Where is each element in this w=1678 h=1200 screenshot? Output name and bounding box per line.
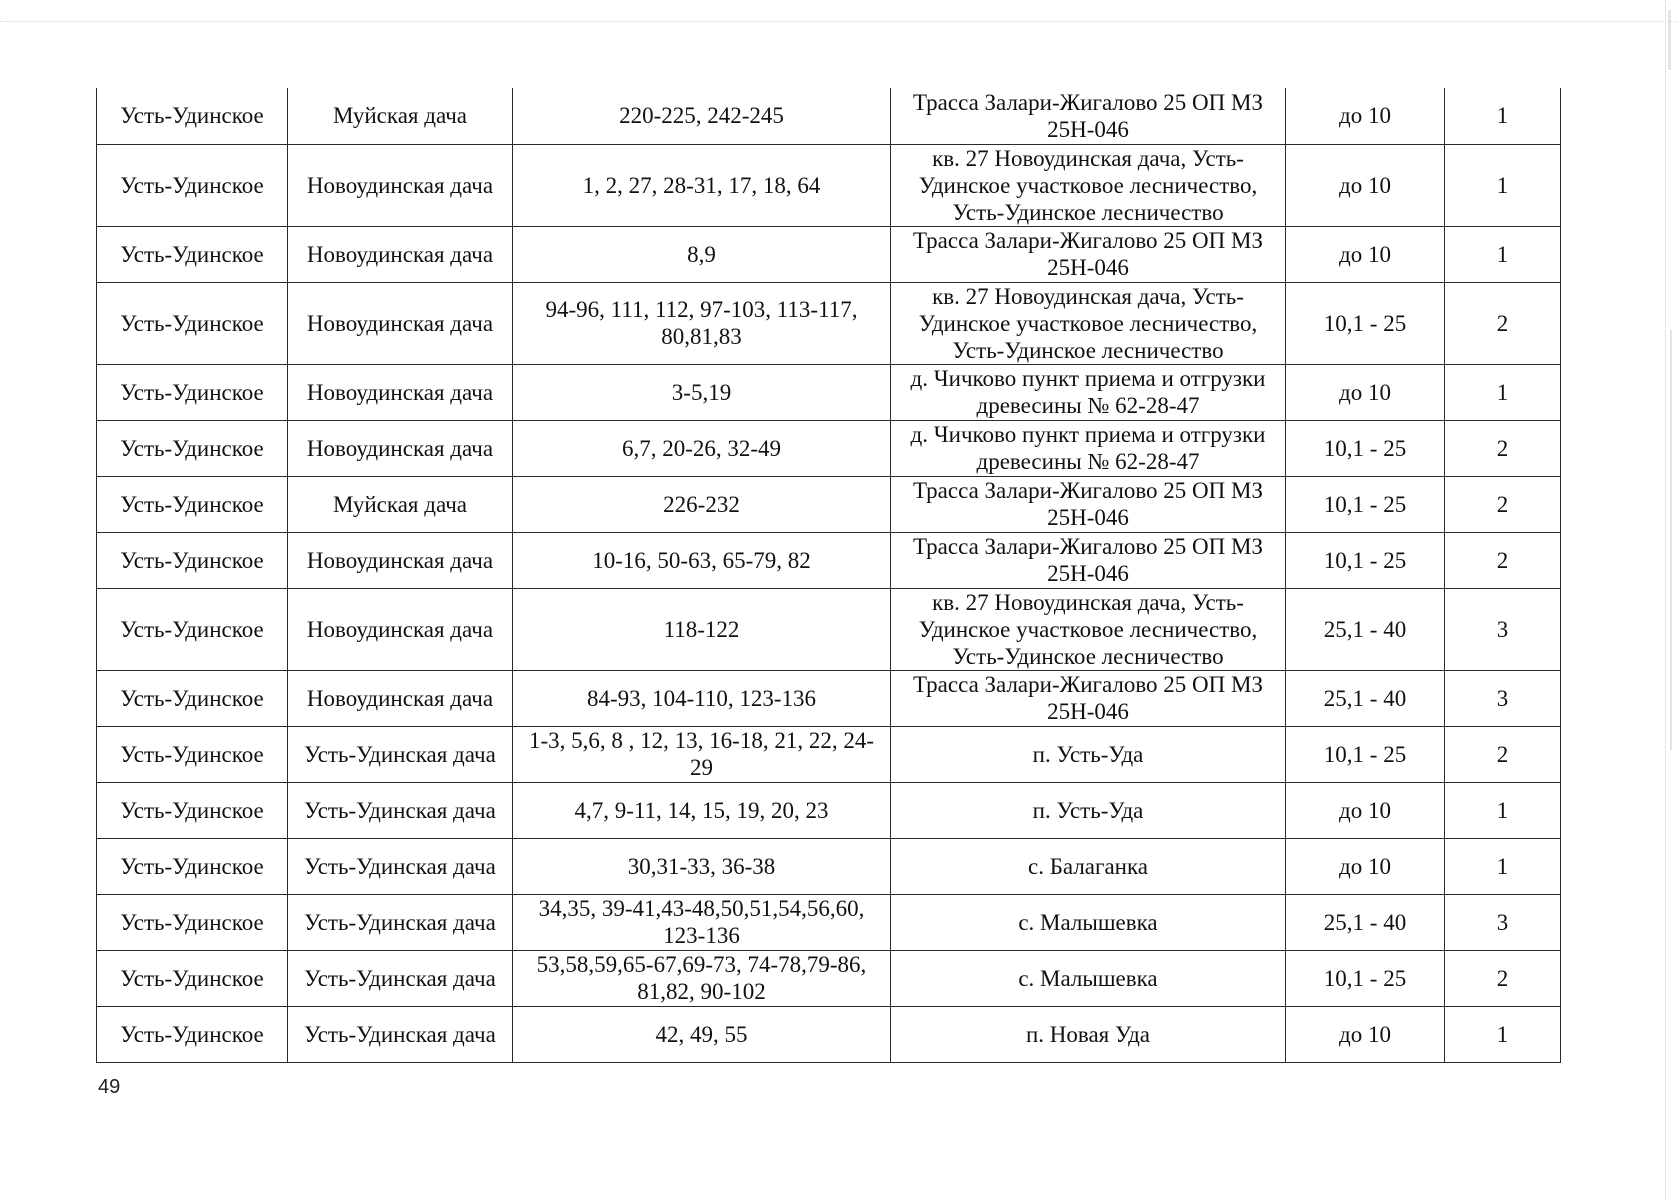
table-row <box>97 420 1561 476</box>
quarters-cell: 220-225, 242-245 <box>513 88 891 144</box>
class-cell: 2 <box>1445 726 1561 782</box>
quarters-cell: 1-3, 5,6, 8 , 12, 13, 16-18, 21, 22, 24-29 <box>513 726 891 782</box>
location-cell: Трасса Залари-Жигалово 25 ОП МЗ 25Н-046 <box>891 670 1286 726</box>
scan-mark <box>1668 10 1671 70</box>
table-row <box>97 670 1561 726</box>
table-row <box>97 838 1561 894</box>
dacha-cell: Усть-Удинская дача <box>288 1006 513 1062</box>
district-cell: Усть-Удинское <box>97 226 288 282</box>
class-cell: 2 <box>1445 420 1561 476</box>
quarters-cell: 226-232 <box>513 476 891 532</box>
location-cell: с. Балаганка <box>891 838 1286 894</box>
distance-cell: 10,1 - 25 <box>1286 476 1445 532</box>
quarters-cell: 8,9 <box>513 226 891 282</box>
distance-cell: 10,1 - 25 <box>1286 282 1445 364</box>
table-row <box>97 144 1561 226</box>
location-cell: п. Усть-Уда <box>891 782 1286 838</box>
table-row <box>97 588 1561 670</box>
location-cell: д. Чичково пункт приема и отгрузки древесины № 62-28-47 <box>891 364 1286 420</box>
location-cell: Трасса Залари-Жигалово 25 ОП МЗ 25Н-046 <box>891 226 1286 282</box>
table-row <box>97 88 1561 144</box>
page-edge-top <box>0 21 1678 22</box>
class-cell: 1 <box>1445 1006 1561 1062</box>
distance-cell: 25,1 - 40 <box>1286 670 1445 726</box>
dacha-cell: Новоудинская дача <box>288 532 513 588</box>
table-row <box>97 364 1561 420</box>
dacha-cell: Усть-Удинская дача <box>288 838 513 894</box>
district-cell: Усть-Удинское <box>97 950 288 1006</box>
distance-cell: до 10 <box>1286 364 1445 420</box>
class-cell: 2 <box>1445 532 1561 588</box>
district-cell: Усть-Удинское <box>97 1006 288 1062</box>
class-cell: 3 <box>1445 894 1561 950</box>
distance-cell: до 10 <box>1286 782 1445 838</box>
location-cell: п. Новая Уда <box>891 1006 1286 1062</box>
district-cell: Усть-Удинское <box>97 838 288 894</box>
district-cell: Усть-Удинское <box>97 588 288 670</box>
data-table <box>96 88 1561 1063</box>
table-row <box>97 532 1561 588</box>
distance-cell: 25,1 - 40 <box>1286 588 1445 670</box>
class-cell: 1 <box>1445 364 1561 420</box>
table-row <box>97 1006 1561 1062</box>
quarters-cell: 42, 49, 55 <box>513 1006 891 1062</box>
district-cell: Усть-Удинское <box>97 364 288 420</box>
table-row <box>97 726 1561 782</box>
class-cell: 1 <box>1445 226 1561 282</box>
district-cell: Усть-Удинское <box>97 782 288 838</box>
quarters-cell: 6,7, 20-26, 32-49 <box>513 420 891 476</box>
class-cell: 1 <box>1445 144 1561 226</box>
table-row <box>97 282 1561 364</box>
dacha-cell: Новоудинская дача <box>288 144 513 226</box>
district-cell: Усть-Удинское <box>97 670 288 726</box>
dacha-cell: Новоудинская дача <box>288 226 513 282</box>
district-cell: Усть-Удинское <box>97 282 288 364</box>
district-cell: Усть-Удинское <box>97 726 288 782</box>
location-cell: п. Усть-Уда <box>891 726 1286 782</box>
dacha-cell: Усть-Удинская дача <box>288 894 513 950</box>
quarters-cell: 84-93, 104-110, 123-136 <box>513 670 891 726</box>
dacha-cell: Новоудинская дача <box>288 588 513 670</box>
distance-cell: до 10 <box>1286 1006 1445 1062</box>
class-cell: 1 <box>1445 838 1561 894</box>
district-cell: Усть-Удинское <box>97 88 288 144</box>
quarters-cell: 3-5,19 <box>513 364 891 420</box>
page-number: 49 <box>98 1076 121 1098</box>
location-cell: Трасса Залари-Жигалово 25 ОП МЗ 25Н-046 <box>891 88 1286 144</box>
location-cell: кв. 27 Новоудинская дача, Усть-Удинское участковое лесничество, Усть-Удинское лесничество <box>891 144 1286 226</box>
quarters-cell: 94-96, 111, 112, 97-103, 113-117, 80,81,83 <box>513 282 891 364</box>
distance-cell: 10,1 - 25 <box>1286 532 1445 588</box>
location-cell: кв. 27 Новоудинская дача, Усть-Удинское участковое лесничество, Усть-Удинское лесничество <box>891 282 1286 364</box>
distance-cell: до 10 <box>1286 144 1445 226</box>
distance-cell: 10,1 - 25 <box>1286 420 1445 476</box>
district-cell: Усть-Удинское <box>97 476 288 532</box>
dacha-cell: Новоудинская дача <box>288 420 513 476</box>
location-cell: с. Малышевка <box>891 894 1286 950</box>
location-cell: кв. 27 Новоудинская дача, Усть-Удинское участковое лесничество, Усть-Удинское лесничество <box>891 588 1286 670</box>
dacha-cell: Муйская дача <box>288 88 513 144</box>
distance-cell: до 10 <box>1286 88 1445 144</box>
district-cell: Усть-Удинское <box>97 420 288 476</box>
class-cell: 1 <box>1445 88 1561 144</box>
page-edge-right <box>1665 0 1666 1200</box>
table-row <box>97 894 1561 950</box>
quarters-cell: 53,58,59,65-67,69-73, 74-78,79-86, 81,82, 90-102 <box>513 950 891 1006</box>
table-row <box>97 476 1561 532</box>
quarters-cell: 118-122 <box>513 588 891 670</box>
dacha-cell: Муйская дача <box>288 476 513 532</box>
distance-cell: 10,1 - 25 <box>1286 950 1445 1006</box>
class-cell: 2 <box>1445 282 1561 364</box>
district-cell: Усть-Удинское <box>97 532 288 588</box>
table-body <box>97 88 1561 1062</box>
dacha-cell: Усть-Удинская дача <box>288 782 513 838</box>
class-cell: 2 <box>1445 950 1561 1006</box>
quarters-cell: 1, 2, 27, 28-31, 17, 18, 64 <box>513 144 891 226</box>
dacha-cell: Новоудинская дача <box>288 364 513 420</box>
dacha-cell: Новоудинская дача <box>288 282 513 364</box>
class-cell: 1 <box>1445 782 1561 838</box>
scan-mark <box>1670 330 1672 750</box>
district-cell: Усть-Удинское <box>97 894 288 950</box>
table-row <box>97 226 1561 282</box>
dacha-cell: Усть-Удинская дача <box>288 950 513 1006</box>
table-row <box>97 950 1561 1006</box>
location-cell: д. Чичково пункт приема и отгрузки древесины № 62-28-47 <box>891 420 1286 476</box>
distance-cell: 10,1 - 25 <box>1286 726 1445 782</box>
distance-cell: 25,1 - 40 <box>1286 894 1445 950</box>
quarters-cell: 4,7, 9-11, 14, 15, 19, 20, 23 <box>513 782 891 838</box>
dacha-cell: Усть-Удинская дача <box>288 726 513 782</box>
district-cell: Усть-Удинское <box>97 144 288 226</box>
class-cell: 3 <box>1445 588 1561 670</box>
quarters-cell: 10-16, 50-63, 65-79, 82 <box>513 532 891 588</box>
distance-cell: до 10 <box>1286 838 1445 894</box>
location-cell: Трасса Залари-Жигалово 25 ОП МЗ 25Н-046 <box>891 532 1286 588</box>
location-cell: Трасса Залари-Жигалово 25 ОП МЗ 25Н-046 <box>891 476 1286 532</box>
table-row <box>97 782 1561 838</box>
class-cell: 3 <box>1445 670 1561 726</box>
location-cell: с. Малышевка <box>891 950 1286 1006</box>
class-cell: 2 <box>1445 476 1561 532</box>
dacha-cell: Новоудинская дача <box>288 670 513 726</box>
quarters-cell: 30,31-33, 36-38 <box>513 838 891 894</box>
distance-cell: до 10 <box>1286 226 1445 282</box>
quarters-cell: 34,35, 39-41,43-48,50,51,54,56,60, 123-136 <box>513 894 891 950</box>
